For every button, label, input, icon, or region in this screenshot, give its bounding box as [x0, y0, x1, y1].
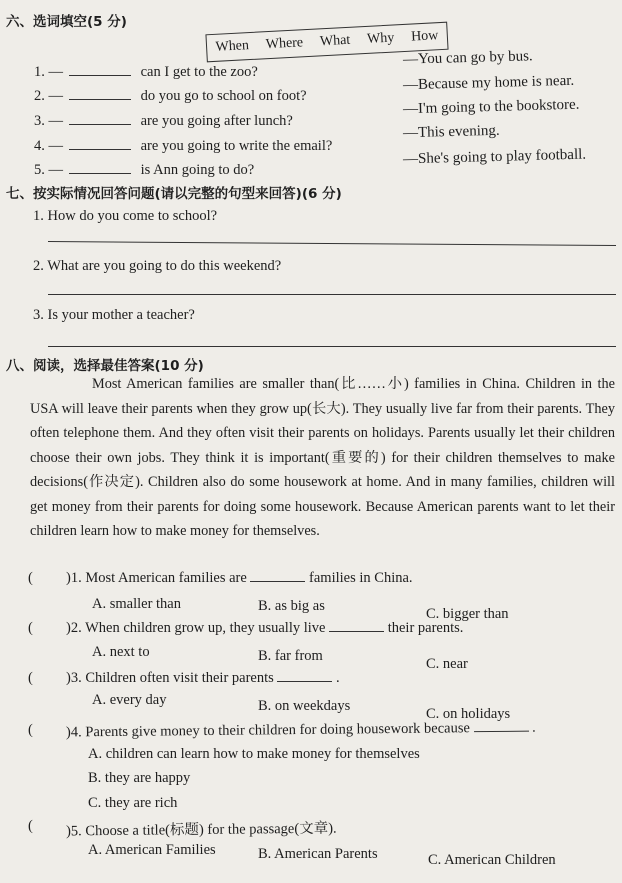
blank[interactable] — [69, 75, 131, 76]
answer-bracket[interactable] — [28, 670, 33, 687]
item-question: can I get to the zoo? — [140, 64, 258, 80]
blank[interactable] — [69, 124, 131, 125]
answer-bracket[interactable] — [28, 722, 33, 739]
item-number: 4. — — [34, 138, 63, 154]
option[interactable]: C. bigger than — [426, 606, 509, 622]
option[interactable]: B. far from — [258, 648, 323, 664]
answer-line[interactable] — [48, 294, 616, 295]
fill-item — [34, 138, 332, 155]
section6-title: 六、选词填空(5 分) — [6, 14, 127, 30]
question-text: )4. Parents give money to their children for doing housework because — [65, 720, 470, 741]
question: 2. What are you going to do this weekend? — [33, 258, 282, 274]
answer-bracket[interactable] — [28, 620, 33, 637]
question: 3. Is your mother a teacher? — [33, 307, 195, 323]
bracket: ( — [28, 620, 33, 636]
fill-item — [34, 113, 293, 130]
option[interactable]: B. on weekdays — [258, 698, 351, 714]
word: Why — [366, 30, 395, 47]
answer-line[interactable] — [48, 241, 616, 246]
item-answer: —You can go by bus. — [402, 48, 533, 68]
option[interactable]: A. children can learn how to make money for themselves — [88, 746, 420, 762]
item-question: do you go to school on foot? — [140, 88, 307, 104]
answer-bracket[interactable] — [28, 570, 33, 587]
item-number: 1. — — [34, 64, 63, 80]
blank[interactable] — [69, 99, 131, 100]
blank[interactable] — [474, 731, 529, 733]
question-text: )3. Children often visit their parents — [66, 670, 274, 686]
blank[interactable] — [69, 149, 131, 150]
option[interactable]: B. they are happy — [88, 770, 191, 786]
fill-item — [34, 88, 307, 105]
word: Where — [265, 35, 304, 53]
question-after: . — [532, 719, 536, 736]
word: When — [215, 38, 250, 55]
question-text: )5. Choose a title(标题) for the passage(文章). — [65, 820, 337, 840]
option[interactable]: A. American Families — [88, 842, 216, 858]
question: 1. How do you come to school? — [33, 208, 218, 224]
blank[interactable] — [250, 581, 305, 582]
item-number: 3. — — [34, 113, 63, 129]
section8-title: 八、阅读，选择最佳答案(10 分) — [6, 358, 204, 374]
mc-question — [66, 817, 337, 841]
item-number: 5. — — [34, 162, 63, 178]
item-answer: —Because my home is near. — [402, 72, 575, 94]
mc-question — [66, 670, 340, 687]
option[interactable]: A. next to — [92, 644, 150, 660]
option[interactable]: A. smaller than — [92, 596, 181, 612]
option[interactable]: C. near — [426, 656, 468, 672]
question-text: )2. When children grow up, they usually live — [66, 620, 326, 636]
mc-question — [66, 620, 463, 637]
word: What — [319, 32, 351, 50]
bracket: ( — [28, 722, 33, 738]
question-text: )1. Most American families are — [66, 570, 247, 586]
option[interactable]: B. American Parents — [258, 846, 378, 862]
answer-bracket[interactable] — [28, 818, 33, 835]
item-question: are you going after lunch? — [140, 113, 293, 129]
item-number: 2. — — [34, 88, 63, 104]
item-answer: —She's going to play football. — [402, 146, 587, 168]
option[interactable]: C. they are rich — [88, 795, 178, 811]
reading-passage: Most American families are smaller than(比……小) families in China. Children in the USA will leave their parents when they grow up(长大). They usually live far from their parents. They often telephone them. And they often visit their parents on holidays. Parents usually let their children choose their own jobs. They think it is important(重要的) for their children themselves to make decisions(作决定). Children also do some housework at home. And in many families, children will get money from their parents for doing some housework. Because American parents want to let their children learn how to make money for themselves. — [30, 376, 615, 539]
mc-question — [66, 570, 413, 587]
question-after: families in China. — [309, 570, 413, 586]
option[interactable]: B. as big as — [258, 598, 325, 614]
item-answer: —I'm going to the bookstore. — [402, 96, 580, 118]
answer-line[interactable] — [48, 346, 616, 347]
word: How — [410, 28, 439, 45]
fill-item — [34, 64, 258, 81]
option[interactable]: A. every day — [92, 692, 167, 708]
option[interactable]: C. on holidays — [426, 706, 511, 722]
mc-question — [66, 720, 536, 742]
section7-title: 七、按实际情况回答问题(请以完整的句型来回答)(6 分) — [6, 186, 342, 202]
question-after: their parents. — [387, 620, 464, 636]
item-answer: —This evening. — [402, 122, 500, 142]
blank[interactable] — [277, 681, 332, 682]
fill-item — [34, 162, 254, 179]
bracket: ( — [28, 670, 33, 686]
bracket: ( — [28, 818, 33, 834]
bracket: ( — [28, 570, 33, 586]
option[interactable]: C. American Children — [428, 852, 556, 868]
blank[interactable] — [69, 173, 131, 174]
blank[interactable] — [329, 631, 384, 632]
item-question: are you going to write the email? — [140, 138, 333, 154]
item-question: is Ann going to do? — [140, 162, 255, 178]
question-after: . — [336, 670, 340, 686]
